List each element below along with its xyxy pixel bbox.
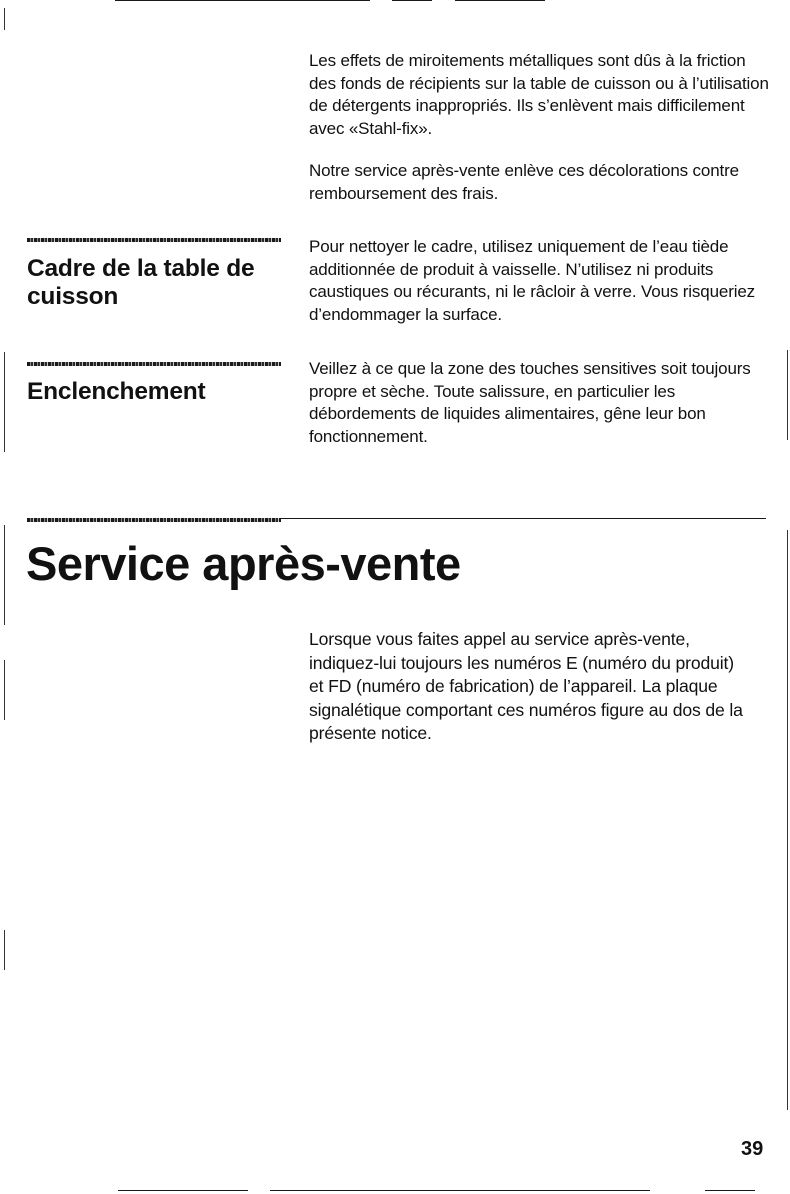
enclenchement-section-rule xyxy=(27,362,281,366)
cadre-heading: Cadre de la table de cuisson xyxy=(27,255,255,310)
service-section-line xyxy=(281,518,766,519)
cadre-section-rule xyxy=(27,238,281,242)
top-border-line-left xyxy=(115,0,370,1)
enclenchement-heading: Enclenchement xyxy=(27,378,206,405)
top-border-line-right xyxy=(455,0,545,1)
right-edge-mark xyxy=(787,350,788,440)
left-edge-mark xyxy=(4,8,5,30)
left-edge-mark xyxy=(4,660,5,720)
left-edge-mark xyxy=(4,352,5,452)
enclenchement-text: Veillez à ce que la zone des touches sensitives soit toujours propre et sèche. Toute salissure, en particulier les débordements de liquides alimentaires, gêne leur bon fonctionnement. xyxy=(309,359,751,446)
service-section-rule xyxy=(27,518,281,522)
service-text: Lorsque vous faites appel au service après-vente, indiquez-lui toujours les numéros E (numéro du produit) et FD (numéro de fabrication) de l’appareil. La plaque signalétique comportant ces numéros figure au dos de la présente notice. xyxy=(309,629,743,743)
intro-paragraph-1: Les effets de miroitements métalliques sont dûs à la friction des fonds de récipients sur la table de cuisson ou à l’utilisation de détergents inappropriés. Ils s’enlèvent mais difficilement avec «Stahl-fix». xyxy=(309,51,769,138)
page-number: 39 xyxy=(741,1138,764,1160)
right-edge-mark xyxy=(787,530,788,1110)
bottom-border-line-left xyxy=(118,1190,248,1191)
top-border-line-middle xyxy=(392,0,432,1)
left-edge-mark xyxy=(4,930,5,970)
bottom-border-line-right xyxy=(705,1190,755,1191)
bottom-border-line-middle xyxy=(270,1190,650,1191)
cadre-text: Pour nettoyer le cadre, utilisez uniquement de l’eau tiède additionnée de produit à vaisselle. N’utilisez ni produits caustiques ou récurants, ni le râcloir à verre. Vous risqueriez d’endommager la surface. xyxy=(309,237,755,324)
service-heading: Service après-vente xyxy=(26,537,461,590)
intro-paragraph-2: Notre service après-vente enlève ces décolorations contre remboursement des frais. xyxy=(309,161,739,203)
left-edge-mark xyxy=(4,525,5,625)
